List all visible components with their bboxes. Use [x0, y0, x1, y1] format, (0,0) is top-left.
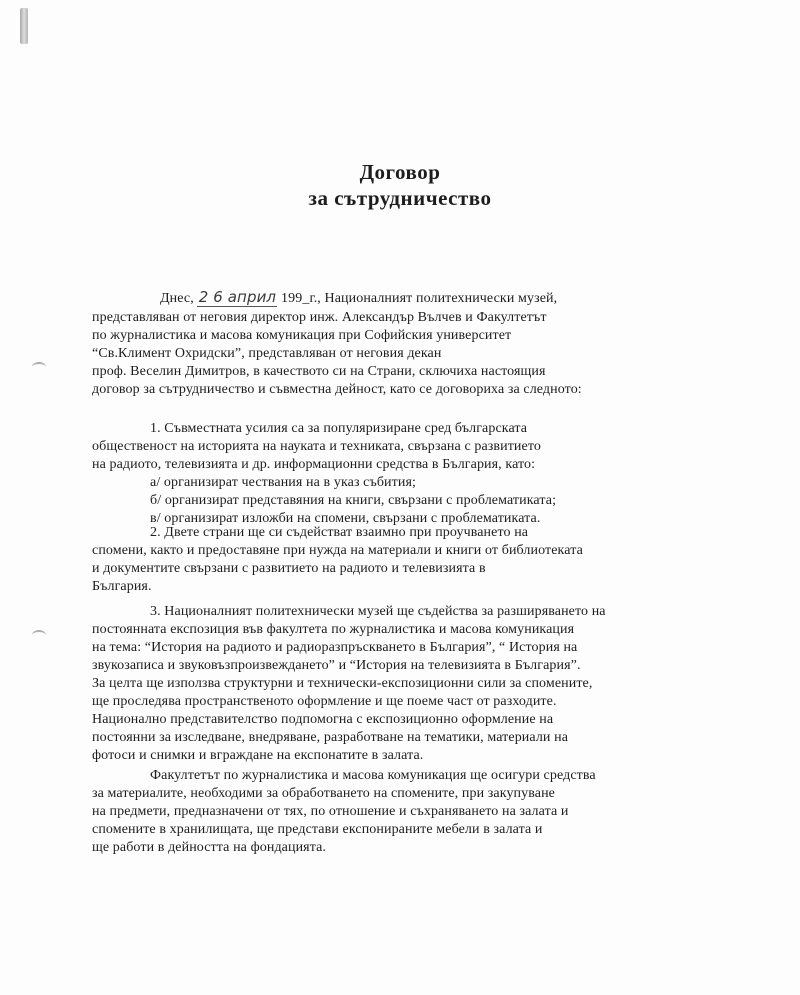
clause-1-line-2: общественост на историята на науката и техниката, свързана с развитието [92, 439, 541, 454]
intro-line-1 [160, 288, 557, 308]
intro-line-5: проф. Веселин Димитров, в качеството си на Страни, сключиха настоящия [92, 364, 546, 379]
clause-1-line-1: 1. Съвместната усилия са за популяризиране сред българската [150, 421, 528, 436]
handwritten-date: 2 6 април [198, 288, 277, 306]
clause-3-line-2: постоянната експозиция във факултета по журналистика и масова комуникация [92, 622, 575, 637]
intro-date-suffix: 199_г., Националният политехнически музей, [281, 291, 558, 306]
clause-3-line-1: 3. Националният политехнически музей ще съдейства за разширяването на [150, 604, 606, 619]
intro-line-4: “Св.Климент Охридски”, представляван от неговия декан [92, 346, 442, 361]
document-subtitle: за сътрудничество [308, 186, 492, 210]
clause-2-line-3: и документите свързани с развитието на радиото и телевизията в [92, 561, 486, 576]
clause-2-line-1: 2. Двете страни ще си съдействат взаимно при проучването на [150, 525, 529, 540]
clause-3-line-4: звукозаписа и звуковъзпроизвеждането” и “История на телевизията в България”. [92, 658, 581, 673]
intro-line-6: договор за сътрудничество и съвместна дейност, като се договориха за следното: [92, 382, 582, 397]
clause-1-line-3: на радиото, телевизията и др. информационни средства в България, като: [92, 457, 536, 472]
clause-3-line-3: на тема: “История на радиото и радиоразпръскването в България”, “ История на [92, 640, 578, 655]
document-title: Договор [359, 160, 441, 184]
closing-line-3: на предмети, предназначени от тях, по отношение и съхраняването на залата и [92, 804, 569, 819]
closing-line-2: за материалите, необходими за обработването на спомените, при закупуване [92, 786, 555, 801]
clause-1-item-a: а/ организират чествания на в указ събития; [150, 475, 416, 490]
clause-1-item-c: в/ организират изложби на спомени, свързани с проблематиката. [150, 511, 541, 526]
punch-hole-mark [32, 362, 46, 372]
scan-binder-mark [20, 8, 28, 44]
clause-3-line-7: Национално представителство подпомогна с експозиционно оформление на [92, 712, 554, 727]
punch-hole-mark [32, 630, 46, 640]
intro-date-prefix: Днес, [160, 291, 194, 306]
clause-3-line-5: За целта ще използва структурни и технически-експозиционни сили за спомените, [92, 676, 593, 691]
closing-line-1: Факултетът по журналистика и масова комуникация ще осигури средства [150, 768, 596, 783]
clause-2-line-4: България. [92, 579, 152, 594]
intro-line-2: представляван от неговия директор инж. Александър Вълчев и Факултетът [92, 310, 547, 325]
clause-3-line-6: ще проследява пространственото оформление и ще поеме част от разходите. [92, 694, 557, 709]
clause-1-item-b: б/ организират представяния на книги, свързани с проблематиката; [150, 493, 557, 508]
closing-line-4: спомените в хранилищата, ще представи експонираните мебели в залата и [92, 822, 543, 837]
clause-2-line-2: спомени, както и предоставяне при нужда на материали и книги от библиотеката [92, 543, 583, 558]
clause-3-line-8: постоянни за изследване, внедряване, разработване на тематики, материали на [92, 730, 569, 745]
closing-line-5: ще работи в дейността на фондацията. [92, 840, 327, 855]
intro-line-3: по журналистика и масова комуникация при Софийския университет [92, 328, 512, 343]
clause-3-line-9: фотоси и снимки и вграждане на експонатите в залата. [92, 748, 424, 763]
